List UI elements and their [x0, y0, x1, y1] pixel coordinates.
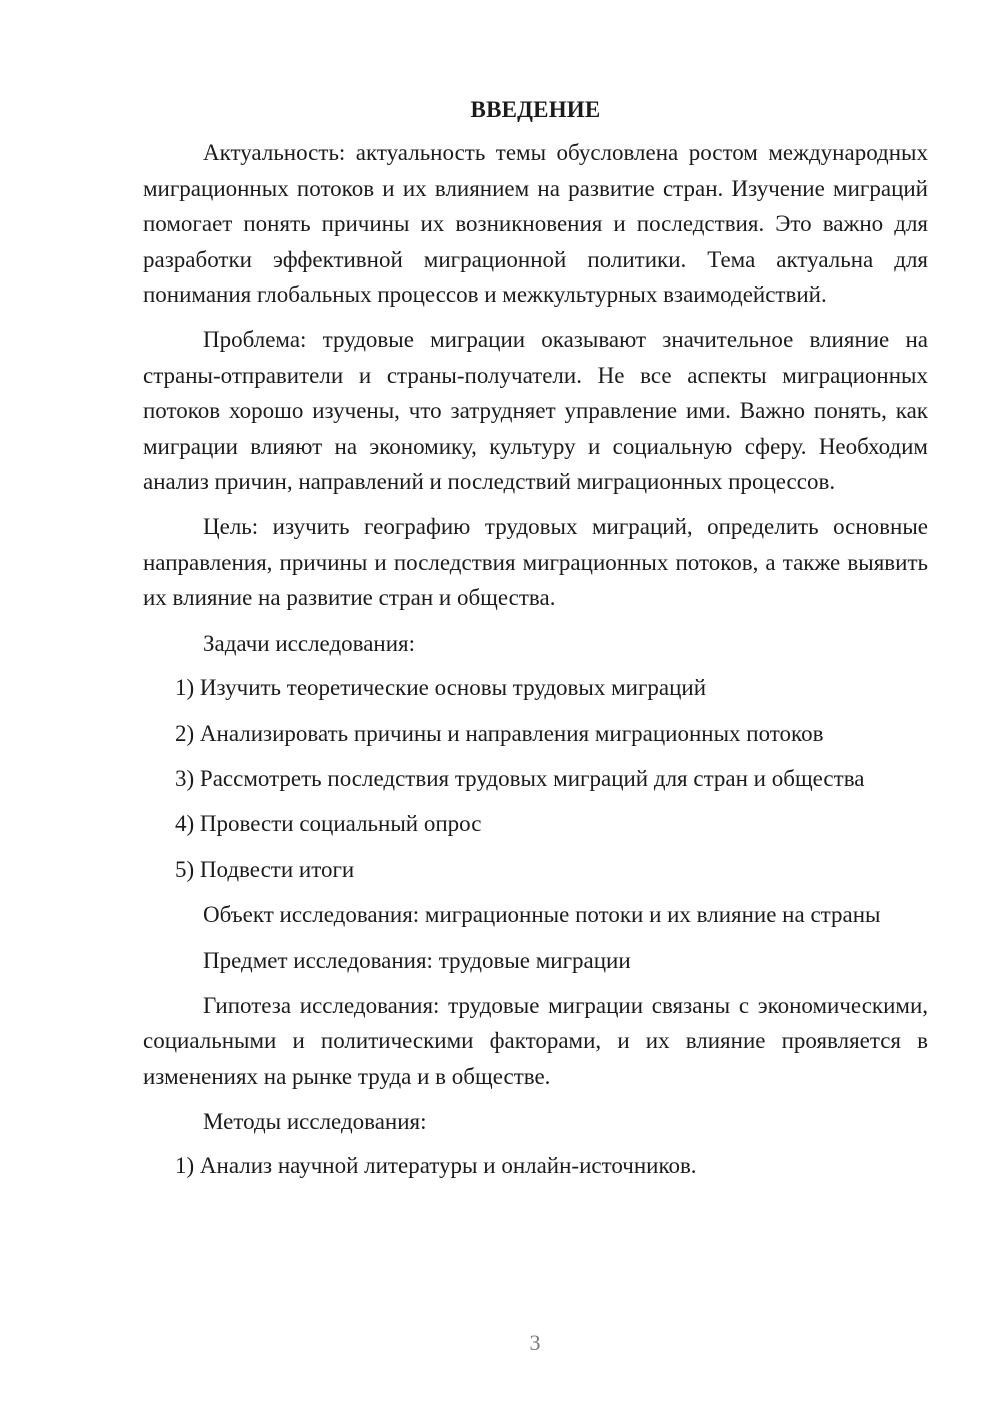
list-item: 1) Изучить теоретические основы трудовых миграций — [175, 675, 707, 701]
page-number: 3 — [529, 1330, 541, 1355]
methods-heading: Методы исследования: — [203, 1109, 427, 1135]
section-title: ВВЕДЕНИЕ — [470, 97, 601, 122]
list-item: 5) Подвести итоги — [175, 856, 355, 882]
goal-paragraph: Цель: изучить географию трудовых миграций, определить основные направления, причины и последствия миграционных потоков, а также выявить их влияние на развитие стран и общества. — [143, 514, 928, 611]
tasks-heading: Задачи исследования: — [203, 630, 416, 656]
list-item: 2) Анализировать причины и направления миграционных потоков — [175, 720, 824, 746]
hypothesis-paragraph: Гипотеза исследования: трудовые миграции связаны с экономическими, социальными и политическими факторами, и их влияние проявляется в изменениях на рынке труда и в обществе. — [143, 992, 928, 1089]
subject-paragraph: Предмет исследования: трудовые миграции — [203, 947, 631, 973]
object-paragraph: Объект исследования: миграционные потоки и их влияние на страны — [203, 902, 881, 928]
list-item: 1) Анализ научной литературы и онлайн-источников. — [175, 1152, 697, 1178]
tasks-list — [143, 670, 928, 887]
list-item: 3) Рассмотреть последствия трудовых миграций для стран и общества — [175, 765, 865, 791]
page-content — [143, 92, 928, 1183]
methods-list — [143, 1148, 928, 1183]
problem-paragraph: Проблема: трудовые миграции оказывают значительное влияние на страны-отправители и страны-получатели. Не все аспекты миграционных потоков хорошо изучены, что затрудняет управление ими. Важно понять, как миграции влияют на экономику, культуру и социальную сферу. Необходим анализ причин, направлений и последствий миграционных процессов. — [143, 327, 928, 495]
list-item: 4) Провести социальный опрос — [175, 811, 482, 837]
relevance-paragraph: Актуальность: актуальность темы обусловлена ростом международных миграционных потоков и их влиянием на развитие стран. Изучение миграций помогает понять причины их возникновения и последствия. Это важно для разработки эффективной миграционной политики. Тема актуальна для понимания глобальных процессов и межкультурных взаимодействий. — [143, 140, 928, 308]
